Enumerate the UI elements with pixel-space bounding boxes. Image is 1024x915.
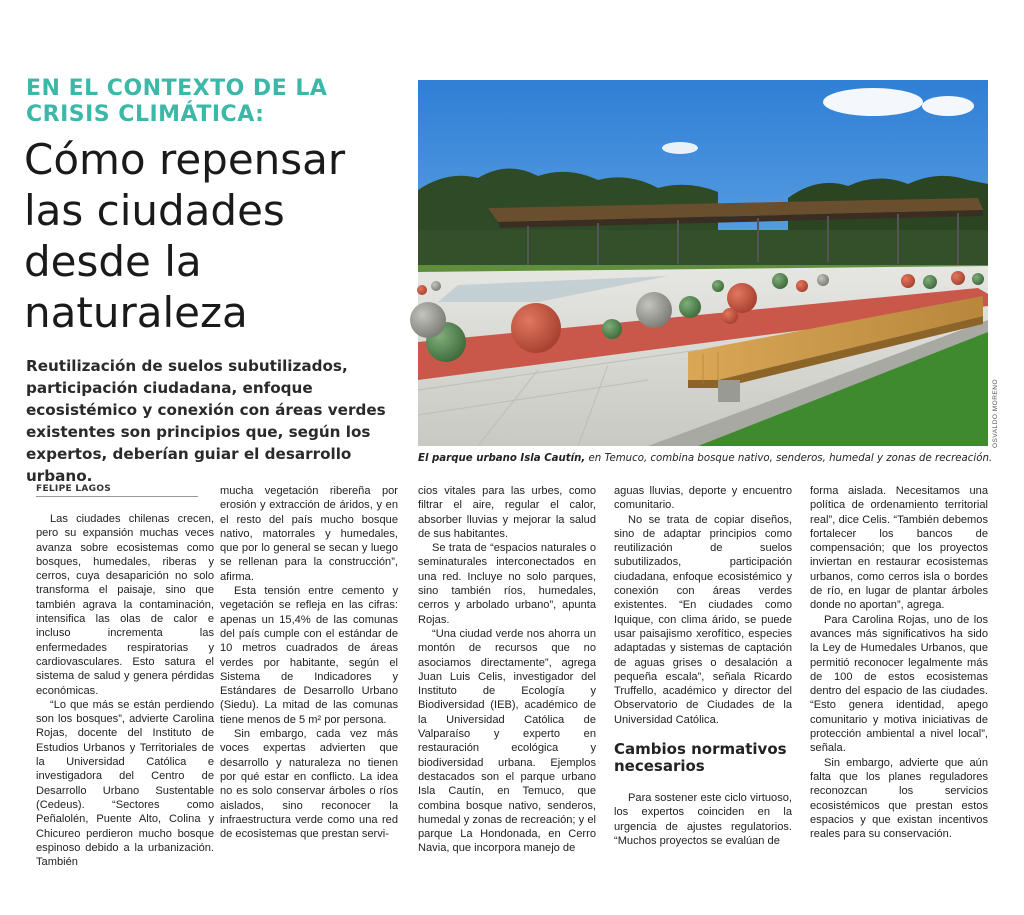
headline: Cómo repensar las ciudades desde la naturaleza bbox=[24, 135, 346, 337]
column-2 bbox=[220, 484, 398, 864]
column-5 bbox=[810, 484, 988, 864]
paragraph: “Una ciudad verde nos ahorra un montón de recursos que no asociamos directamente”, agrega Juan Luis Celis, investigador del Instituto de Ecología y Biodiversidad (IEB), académico de la Universidad Católica de Valparaíso y experto en restauración ecológica y biodiversidad urbana. Ejemplos destacados son el parque urbano Isla Cautín, en Temuco, que combina bosque nativo, senderos, humedal y zonas de recreación; y el parque La Hondonada, en Cerro Navia, que incorpora manejo de bbox=[418, 627, 596, 855]
paragraph: cios vitales para las urbes, como filtrar el aire, regular el calor, absorber lluvias y mejorar la salud de sus habitantes. bbox=[418, 485, 596, 540]
paragraph: forma aislada. Necesitamos una política de ordenamiento territorial real”, dice Celis. “También debemos fortalecer los bancos de compensación; que los proyectos inviertan en restaurar ecosistemas urbanos, como cerros isla o bordes de río, en lugar de plantar árboles donde no aportan”, agrega. bbox=[810, 485, 988, 612]
paragraph: aguas lluvias, deporte y encuentro comunitario. bbox=[614, 485, 792, 512]
caption-bold: El parque urbano Isla Cautín, bbox=[418, 453, 586, 464]
column-4 bbox=[614, 484, 792, 864]
column-1 bbox=[36, 512, 214, 869]
paragraph: Para sostener este ciclo virtuoso, los expertos coinciden en la urgencia de ajustes regulatorios. “Muchos proyectos se evalúan de bbox=[614, 792, 792, 847]
byline: FELIPE LAGOS bbox=[36, 484, 112, 494]
paragraph: Esta tensión entre cemento y vegetación se refleja en las cifras: apenas un 15,4% de las comunas del país cumple con el estándar de 10 metros cuadrados de áreas verdes por habitante, según el Sistema de Indicadores y Estándares de Desarrollo Urbano (Siedu). La mitad de las comunas tiene menos de 5 m² por persona. bbox=[220, 585, 398, 726]
caption-text: en Temuco, combina bosque nativo, senderos, humedal y zonas de recreación. bbox=[585, 453, 993, 464]
deck: Reutilización de suelos subutilizados, participación ciudadana, enfoque ecosistémico y conexión con áreas verdes existentes son principios que, según los expertos, deberían guiar el desarrollo urbano. bbox=[26, 357, 386, 485]
paragraph: Las ciudades chilenas crecen, pero su expansión muchas veces avanza sobre ecosistemas como bosques, humedales, riberas y cerros, cuya desaparición no solo transforma el paisaje, sino que también agrava la contaminación, intensifica las olas de calor e incluso incrementa las enfermedades respiratorias y cardiovasculares. Esto satura el sistema de salud y genera pérdidas económicas. bbox=[36, 513, 214, 697]
paragraph: mucha vegetación ribereña por erosión y extracción de áridos, y en el resto del país mucho bosque nativo, matorrales y humedales, que por lo general se secan y luego se rellenan para la construcción”, afirma. bbox=[220, 485, 398, 583]
park-photo bbox=[418, 80, 988, 446]
paragraph: No se trata de copiar diseños, sino de adaptar principios como reutilización de suelos subutilizados, participación ciudadana, enfoque ecosistémico y conexión con áreas verdes existentes. “En ciudades como Iquique, con clima árido, se puede usar paisajismo xerofítico, especies adaptadas y sistemas de captación de aguas grises o desalación a pequeña escala”, señala Ricardo Truffello, académico y director del Observatorio de Ciudades de la Universidad Católica. bbox=[614, 513, 792, 726]
paragraph: “Lo que más se están perdiendo son los bosques”, advierte Carolina Rojas, docente del Instituto de Estudios Urbanos y Territoriales de la Universidad Católica e investigadora del Centro de Desarrollo Urbano Sustentable (Cedeus). “Sectores como Peñalolén, Puente Alto, Colina y Chicureo perdieron mucho bosque espinoso debido a la urbanización. También bbox=[36, 698, 214, 869]
paragraph: Para Carolina Rojas, uno de los avances más significativos ha sido la Ley de Humedales Urbanos, que permitió reconocer legalmente más de 100 de estos ecosistemas dentro del espacio de las ciudades. “Esto genera identidad, apego comunitario y motiva iniciativas de protección ambiental a nivel local”, señala. bbox=[810, 613, 988, 755]
kicker: EN EL CONTEXTO DE LA CRISIS CLIMÁTICA: bbox=[26, 76, 328, 127]
photo-caption bbox=[418, 452, 998, 465]
paragraph: Sin embargo, cada vez más voces expertas advierten que desarrollo y naturaleza no tienen por qué estar en conflicto. La idea no es solo conservar árboles o ríos aislados, sino reconocer la infraestructura verde como una red de ecosistemas que prestan servi- bbox=[220, 728, 398, 841]
paragraph: Sin embargo, advierte que aún falta que los planes reguladores reconozcan los servicios ecosistémicos que prestan estos espacios y que existan incentivos reales para su conservación. bbox=[810, 756, 988, 841]
column-3 bbox=[418, 484, 596, 864]
byline-rule bbox=[36, 496, 198, 497]
photo-credit: OSVALDO MORENO bbox=[992, 378, 999, 448]
paragraph: Se trata de “espacios naturales o seminaturales interconectados en una red. Incluye no solo parques, sino también ríos, humedales, cerros y arbolado urbano”, apunta Rojas. bbox=[418, 542, 596, 626]
subheading: Cambios normativos necesarios bbox=[614, 740, 787, 776]
